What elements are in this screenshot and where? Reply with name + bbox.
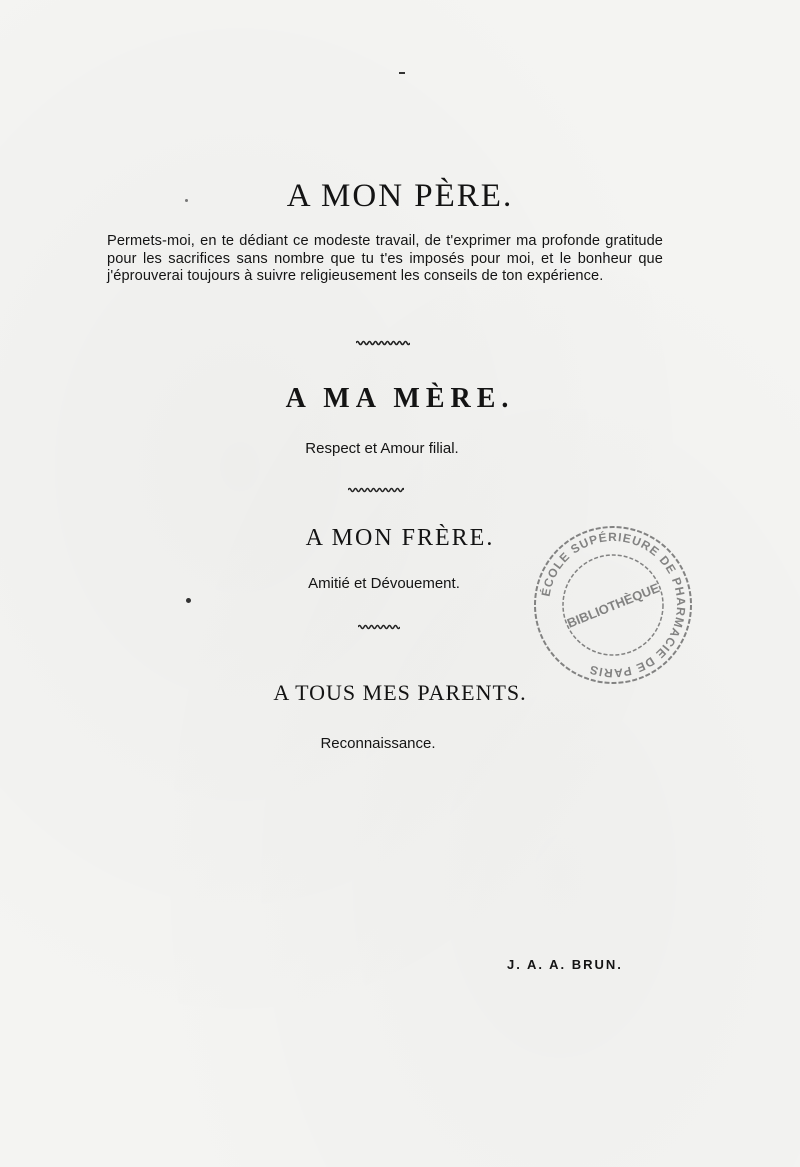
- heading-frere: A MON FRÈRE.: [305, 525, 495, 551]
- dedication-text-pere: Permets-moi, en te dédiant ce modeste travail, de t'exprimer ma profonde gratitude pour les sacrifices sans nombre que tu t'es imposés pour moi, et le bonheur que j'éprouverai toujours à suivre religieusement les conseils de ton expérience.: [107, 233, 663, 285]
- author-signature: J. A. A. BRUN.: [507, 957, 623, 972]
- dedication-text-frere: Amitié et Dévouement.: [308, 575, 460, 592]
- dedication-text-mere: Respect et Amour filial.: [305, 440, 459, 457]
- top-dash-mark: [399, 72, 405, 74]
- wavy-rule-icon: [356, 340, 410, 346]
- wavy-rule-icon: [358, 624, 400, 630]
- stamp-center-text: BIBLIOTHÈQUE: [564, 580, 662, 631]
- heading-parents: A TOUS MES PARENTS.: [273, 680, 527, 705]
- stamp-outer-text: ÉCOLE SUPÉRIEURE DE PHARMACIE DE PARIS: [538, 529, 689, 681]
- heading-mere: A MA MÈRE.: [285, 383, 515, 414]
- library-stamp-icon: [530, 522, 696, 688]
- dedication-text-parents: Reconnaissance.: [320, 735, 436, 752]
- ink-dot: [186, 598, 191, 603]
- wavy-rule-icon: [348, 487, 404, 493]
- heading-pere: A MON PÈRE.: [286, 178, 514, 214]
